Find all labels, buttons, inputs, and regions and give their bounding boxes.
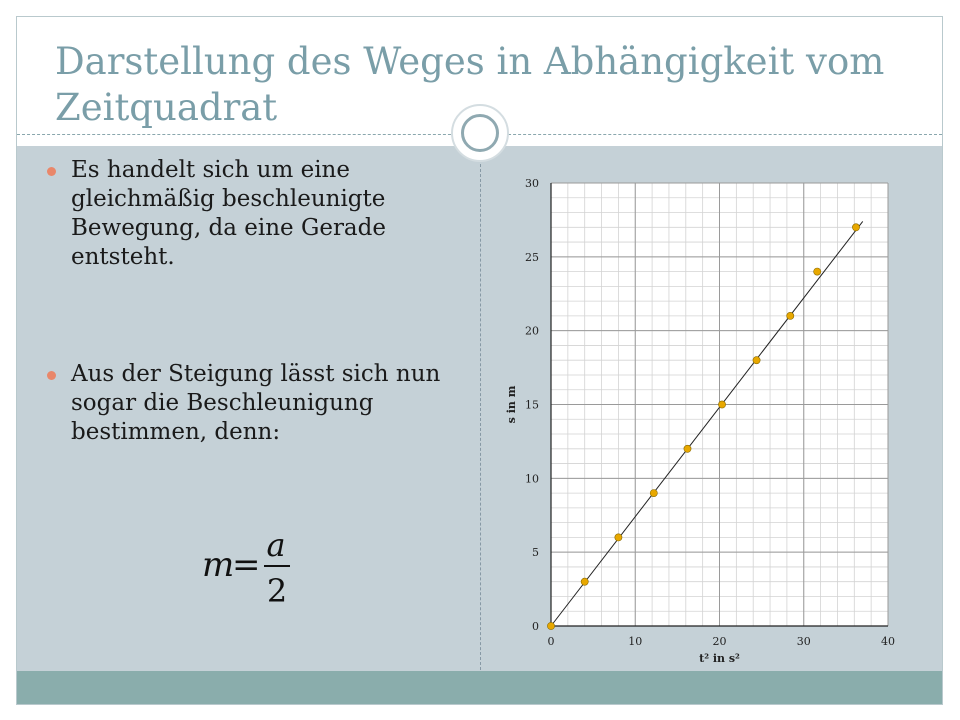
bullet-dot-icon xyxy=(47,371,56,380)
formula-equals: = xyxy=(232,545,261,585)
x-tick-label: 0 xyxy=(547,635,555,648)
decorative-ring xyxy=(461,114,499,152)
bullet-item xyxy=(47,156,447,272)
y-tick-label: 0 xyxy=(532,620,539,633)
data-point xyxy=(581,578,588,585)
x-axis-label: t² in s² xyxy=(699,652,740,665)
x-tick-label: 20 xyxy=(712,635,727,648)
y-axis-label: s in m xyxy=(505,385,518,424)
bullet-item xyxy=(47,360,447,447)
data-point xyxy=(547,622,554,629)
chart-svg xyxy=(500,170,920,670)
decorative-circle-icon xyxy=(451,104,509,162)
data-point xyxy=(684,445,691,452)
data-point xyxy=(814,268,821,275)
data-point xyxy=(650,490,657,497)
x-tick-label: 30 xyxy=(796,635,811,648)
bullet-text: Aus der Steigung lässt sich nun sogar die Beschleunigung bestimmen, denn: xyxy=(71,361,441,445)
y-tick-label: 15 xyxy=(525,398,539,412)
y-tick-label: 20 xyxy=(525,324,539,338)
chart xyxy=(500,170,920,670)
bullet-dot-icon xyxy=(47,167,56,176)
x-tick-label: 10 xyxy=(628,635,643,648)
data-point xyxy=(787,312,794,319)
y-tick-label: 5 xyxy=(532,546,539,560)
y-tick-label: 10 xyxy=(525,472,539,486)
x-tick-label: 40 xyxy=(881,635,895,648)
data-point xyxy=(852,224,859,231)
formula-denominator: 2 xyxy=(266,572,288,608)
formula-numerator: a xyxy=(266,528,286,564)
data-point xyxy=(718,401,725,408)
data-point xyxy=(615,534,622,541)
column-divider xyxy=(480,164,481,670)
slide-title: Darstellung des Weges in Abhängigkeit vom Zeitquadrat xyxy=(55,40,885,129)
formula xyxy=(200,528,310,608)
bullet-text: Es handelt sich um eine gleichmäßig beschleunigte Bewegung, da eine Gerade entsteht. xyxy=(71,157,386,270)
y-tick-label: 30 xyxy=(525,177,539,190)
y-tick-label: 25 xyxy=(525,250,539,264)
formula-lhs: m xyxy=(202,545,235,585)
footer-bar xyxy=(17,671,942,704)
data-point xyxy=(753,357,760,364)
